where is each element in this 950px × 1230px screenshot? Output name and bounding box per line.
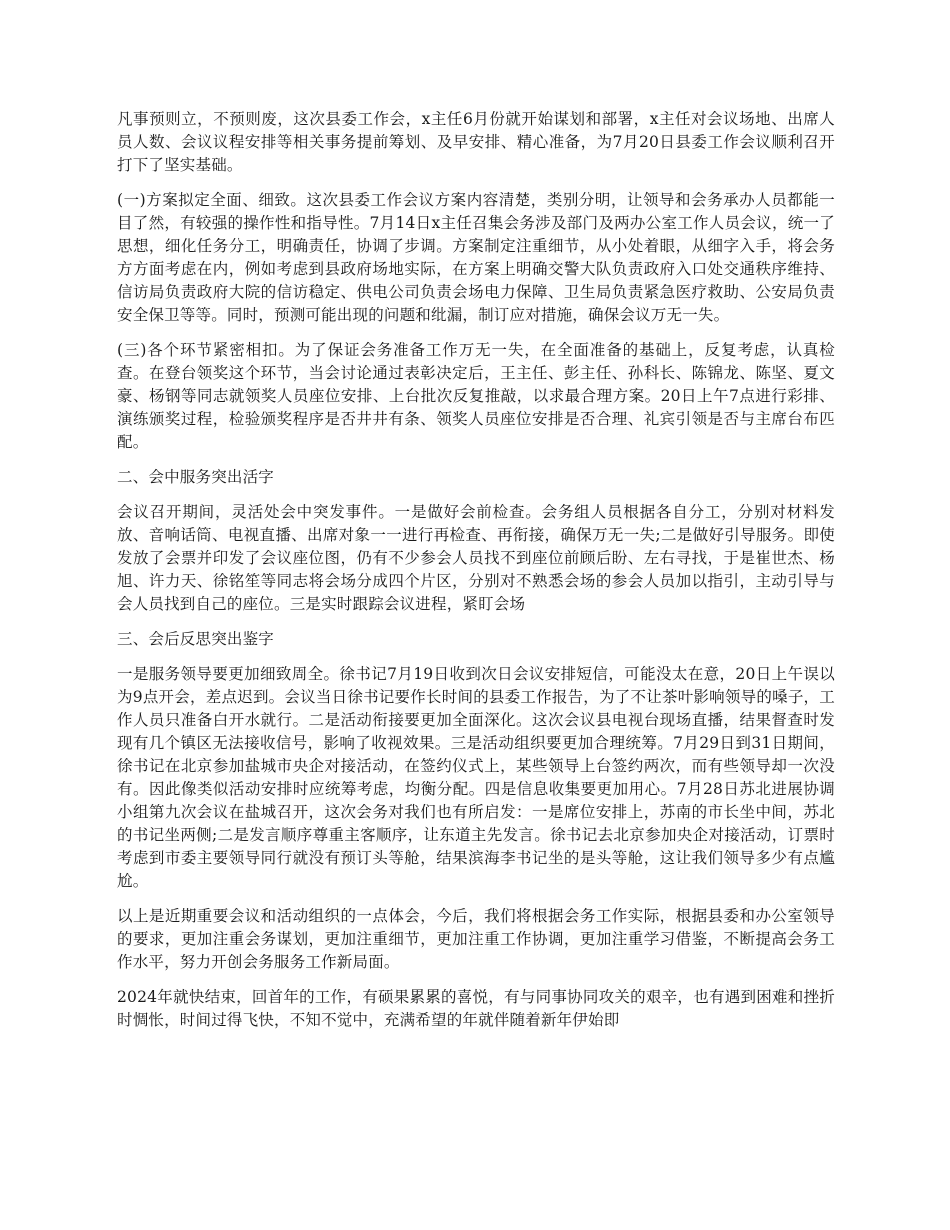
section-heading-during-meeting: 二、会中服务突出活字	[117, 468, 275, 486]
reflection-paragraph: 一是服务领导要更加细致周全。徐书记7月19日收到次日会议安排短信，可能没太在意，20日上午误以为9点开会，差点迟到。会议当日徐书记要作长时间的县委工作报告，为了不让茶叶影响领导的嗓子，工作人员只准备白开水就行。二是活动衔接要更加全面深化。这次会议县电视台现场直播，结果督查时发现有几个镇区无法接收信号，影响了收视效果。三是活动组织要更加合理统筹。7月29日到31日期间，徐书记在北京参加盐城市央企对接活动，在签约仪式上，某些领导上台签约两次，而有些领导却一次没有。因此像类似活动安排时应统筹考虑，均衡分配。四是信息收集要更加用心。7月28日苏北进展协调小组第九次会议在盐城召开，这次会务对我们也有所启发：一是席位安排上，苏南的市长坐中间，苏北的书记坐两侧;二是发言顺序尊重主客顺序，让东道主先发言。徐书记去北京参加央企对接活动，订票时考虑到市委主要领导同行就没有预订头等舱，结果滨海李书记坐的是头等舱，这让我们领导多少有点尴尬。	[117, 665, 835, 890]
conclusion-paragraph: 以上是近期重要会议和活动组织的一点体会，今后，我们将根据会务工作实际，根据县委和办公室领导的要求，更加注重会务谋划，更加注重细节，更加注重工作协调，更加注重学习借鉴，不断提高会务工作水平，努力开创会务服务工作新局面。	[117, 907, 835, 971]
section-heading-after-meeting: 三、会后反思突出鉴字	[117, 630, 275, 648]
during-meeting-paragraph: 会议召开期间，灵活处会中突发事件。一是做好会前检查。会务组人员根据各自分工，分别对材料发放、音响话筒、电视直播、出席对象一一进行再检查、再衔接，确保万无一失;二是做好引导服务。即使发放了会票并印发了会议座位图，仍有不少参会人员找不到座位前顾后盼、左右寻找，于是崔世杰、杨旭、许力天、徐铭笙等同志将会场分成四个片区，分别对不熟悉会场的参会人员加以指引，主动引导与会人员找到自己的座位。三是实时跟踪会议进程，紧盯会场	[117, 503, 835, 613]
intro-paragraph: 凡事预则立，不预则废，这次县委工作会，x主任6月份就开始谋划和部署，x主任对会议场地、出席人员人数、会议议程安排等相关事务提前筹划、及早安排、精心准备，为7月20日县委工作会议顺利召开打下了坚实基础。	[117, 110, 835, 174]
document-body	[117, 108, 835, 1044]
year-end-paragraph: 2024年就快结束，回首年的工作，有硕果累累的喜悦，有与同事协同攻关的艰辛，也有遇到困难和挫折时惆怅，时间过得飞快，不知不觉中，充满希望的年就伴随着新年伊始即	[117, 988, 835, 1029]
coordination-paragraph: (三)各个环节紧密相扣。为了保证会务准备工作万无一失，在全面准备的基础上，反复考虑，认真检查。在登台领奖这个环节，当会讨论通过表彰决定后，王主任、彭主任、孙科长、陈锦龙、陈坚、夏文豪、杨钢等同志就领奖人员座位安排、上台批次反复推敲，以求最合理方案。20日上午7点进行彩排、演练颁奖过程，检验颁奖程序是否井井有条、领奖人员座位安排是否合理、礼宾引领是否与主席台布匹配。	[117, 341, 835, 451]
plan-paragraph: (一)方案拟定全面、细致。这次县委工作会议方案内容清楚，类别分明，让领导和会务承办人员都能一目了然，有较强的操作性和指导性。7月14日x主任召集会务涉及部门及两办公室工作人员会议，统一了思想，细化任务分工，明确责任，协调了步调。方案制定注重细节，从小处着眼，从细字入手，将会务方方面考虑在内，例如考虑到县政府场地实际，在方案上明确交警大队负责政府入口处交通秩序维持、信访局负责政府大院的信访稳定、供电公司负责会场电力保障、卫生局负责紧急医疗救助、公安局负责安全保卫等等。同时，预测可能出现的问题和纰漏，制订应对措施，确保会议万无一失。	[117, 191, 835, 324]
